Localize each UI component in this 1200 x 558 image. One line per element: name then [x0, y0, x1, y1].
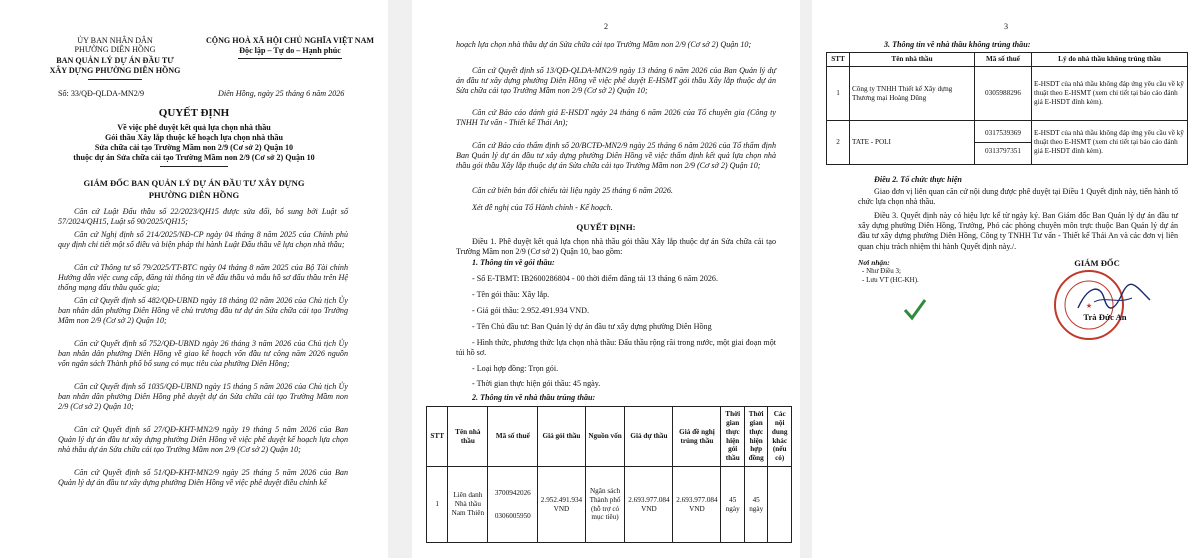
org-line-3: BAN QUẢN LÝ DỰ ÁN ĐẦU TƯ [56, 56, 174, 65]
legal-basis: hoạch lựa chọn nhà thầu dự án Sửa chữa cải tạo Trường Mầm non 2/9 (Cơ sở 2) Quận 10; [456, 40, 752, 49]
page-number: 3 [1003, 22, 1009, 31]
article-1: Điều 1. Phê duyệt kết quả lựa chọn nhà thầu gói thầu Xây lắp thuộc dự án Sửa chữa cải tạo Trường Mầm non 2/9 (Cơ sở 2) Quận 10, bao gồm: [456, 237, 776, 257]
cell-tax: 0305988296 [975, 67, 1032, 121]
signer-name: Trà Đức An [1083, 312, 1127, 322]
legal-basis: Căn cứ biên bản đối chiếu tài liệu ngày 25 tháng 6 năm 2026. [472, 186, 673, 195]
doc-number: Số: 33/QĐ-QLDA-MN2/9 [58, 89, 145, 98]
th-name: Tên nhà thầu [850, 53, 975, 67]
section-1-title: 1. Thông tin về gói thầu: [472, 258, 555, 267]
info-line: - Tên Chủ đầu tư: Ban Quản lý dự án đầu tư xây dựng phường Diên Hồng [472, 322, 712, 331]
nation-line-2: Độc lập – Tự do – Hạnh phúc [239, 46, 341, 55]
authority-line-1: GIÁM ĐỐC BAN QUẢN LÝ DỰ ÁN ĐẦU TƯ XÂY DỰNG [83, 178, 305, 188]
doc-subtitle: thuộc dự án Sửa chữa cải tạo Trường Mầm non 2/9 (Cơ sở 2) Quận 10 [73, 153, 315, 162]
doc-title: QUYẾT ĐỊNH [158, 107, 230, 119]
cell-reason: E-HSDT của nhà thầu không đáp ứng yêu cầu về kỹ thuật theo E-HSMT (xem chi tiết tại báo cáo đánh giá E-HSDT đính kèm). [1032, 121, 1188, 165]
winner-table [426, 406, 792, 543]
decision-heading: QUYẾT ĐỊNH: [576, 222, 636, 232]
loser-table [826, 52, 1188, 165]
info-line: - Tên gói thầu: Xây lắp. [472, 290, 550, 299]
recipient: - Lưu VT (HC-KH). [862, 276, 919, 284]
legal-basis: Căn cứ Thông tư số 79/2025/TT-BTC ngày 04 tháng 8 năm 2025 của Bộ Tài chính Hướng dẫn việc cung cấp, đăng tải thông tin về đấu thầu và mẫu hồ sơ đấu thầu trên Hệ thống mạng đấu thầu quốc gia; [58, 263, 348, 293]
cell-stt: 1 [427, 467, 448, 543]
legal-basis: Căn cứ Luật Đấu thầu số 22/2023/QH15 được sửa đổi, bổ sung bởi Luật số 57/2024/QH15, Luật số 90/2025/QH15; [58, 207, 348, 227]
legal-basis: Căn cứ Báo cáo đánh giá E-HSDT ngày 24 tháng 6 năm 2026 của Tổ chuyên gia (Công ty TNHH Tư vấn - Thiết kế Thái An); [456, 108, 776, 128]
page-number: 2 [603, 22, 609, 31]
section-2-title: 2. Thông tin về nhà thầu trúng thầu: [472, 393, 596, 402]
signer-title: GIÁM ĐỐC [1074, 258, 1120, 268]
cell-stt: 1 [827, 67, 850, 121]
th-package-price: Giá gói thầu [538, 407, 585, 467]
th-time-package: Thời gian thực hiện gói thầu [721, 407, 744, 467]
th-stt: STT [827, 53, 850, 67]
org-line-2: PHƯỜNG DIÊN HỒNG [74, 45, 156, 54]
cell-tax [488, 467, 538, 543]
th-tax: Mã số thuế [488, 407, 538, 467]
th-name: Tên nhà thầu [448, 407, 488, 467]
tax-code: 3700942026 [494, 488, 531, 497]
info-line: - Thời gian thực hiện gói thầu: 45 ngày. [472, 379, 601, 388]
page-gap [388, 0, 412, 558]
th-reason: Lý do nhà thầu không trúng thầu [1032, 53, 1188, 67]
cell-time-package: 45 ngày [721, 467, 744, 543]
cell-source: Ngân sách Thành phố (hỗ trợ có mục tiêu) [585, 467, 625, 543]
legal-basis: Căn cứ Quyết định số 752/QĐ-UBND ngày 26 tháng 3 năm 2026 của Chủ tịch Ủy ban nhân dân phường Diên Hồng về giao kế hoạch vốn đầu tư công năm 2026 nguồn vốn ngân sách Thành phố bổ sung có mục tiêu của phường Diên Hồng; [58, 339, 348, 369]
legal-basis: Căn cứ Nghị định số 214/2025/NĐ-CP ngày 04 tháng 8 năm 2025 của Chính phủ quy định chi tiết một số điều và biện pháp thi hành Luật Đấu thầu về lựa chọn nhà thầu; [58, 230, 348, 250]
cell-tax [975, 121, 1032, 165]
legal-basis: Xét đề nghị của Tổ Hành chính - Kế hoạch. [472, 203, 613, 212]
page-gap [800, 0, 812, 558]
legal-basis: Căn cứ Quyết định số 27/QĐ-KHT-MN2/9 ngày 19 tháng 5 năm 2026 của Ban Quản lý dự án đầu tư xây dựng phường Diên Hồng về việc phê duyệt kế hoạch lựa chọn nhà thầu dự án Sửa chữa cải tạo Trường Mầm non 2/9 (Cơ sở 2) Quận 10; [58, 425, 348, 455]
legal-basis: Căn cứ Quyết định số 1035/QĐ-UBND ngày 15 tháng 5 năm 2026 của Chủ tịch Ủy ban nhân dân phường Diên Hồng phê duyệt dự án Sửa chữa cải tạo Trường Mầm non 2/9 (Cơ sở 2) Quận 10; [58, 382, 348, 412]
cell-name: Công ty TNHH Thiết kế Xây dựng Thương mại Hoàng Dũng [850, 67, 975, 121]
doc-subtitle: Sửa chữa cải tạo Trường Mầm non 2/9 (Cơ sở 2) Quận 10 [94, 143, 294, 152]
article-3-text: Điều 3. Quyết định này có hiệu lực kể từ ngày ký. Ban Giám đốc Ban Quản lý dự án đầu tư xây dựng phường Diên Hồng, Trưởng, Phó các phòng chuyên môn trực thuộc Ban Quản lý dự án đầu tư xây dựng phường Diên Hồng, Công ty TNHH Tư vấn - Thiết kế Thái An và các đơn vị liên quan chịu trách nhiệm thi hành Quyết định này./. [858, 211, 1178, 251]
info-line: - Giá gói thầu: 2.952.491.934 VND. [472, 306, 589, 315]
legal-basis: Căn cứ Báo cáo thẩm định số 20/BCTĐ-MN2/9 ngày 25 tháng 6 năm 2026 của Tổ thẩm định Ban Quản lý dự án đầu tư xây dựng phường Diên Hồng về việc thẩm định kết quả lựa chọn nhà thầu gói thầu Xây lắp thuộc dự án Sửa chữa cải tạo Trường Mầm non 2/9 (Cơ sở 2) Quận 10; [456, 141, 776, 171]
th-award-price: Giá đề nghị trúng thầu [673, 407, 721, 467]
recipients-title: Nơi nhận: [858, 258, 890, 267]
cell-stt: 2 [827, 121, 850, 165]
svg-text:★: ★ [1085, 303, 1093, 310]
page-2 [412, 0, 800, 558]
legal-basis: Căn cứ Quyết định số 482/QĐ-UBND ngày 18 tháng 02 năm 2026 của Chủ tịch Ủy ban nhân dân phường Diên Hồng về chủ trương đầu tư dự án Sửa chữa cải tạo Trường Mầm non 2/9 (Cơ sở 2) Quận 10; [58, 296, 348, 326]
doc-subtitle: Gói thầu Xây lắp thuộc kế hoạch lựa chọn nhà thầu [104, 133, 283, 142]
th-stt: STT [427, 407, 448, 467]
cell-reason: E-HSDT của nhà thầu không đáp ứng yêu cầu về kỹ thuật theo E-HSMT (xem chi tiết tại báo cáo đánh giá E-HSDT đính kèm). [1032, 67, 1188, 121]
table-row [827, 121, 1188, 165]
cell-bid-price: 2.693.977.084 VND [625, 467, 673, 543]
article-2-title: Điều 2. Tổ chức thực hiện [874, 175, 962, 184]
org-line-4: XÂY DỰNG PHƯỜNG DIÊN HỒNG [49, 66, 181, 75]
cell-package-price: 2.952.491.934 VND [538, 467, 585, 543]
org-line-1: ỦY BAN NHÂN DÂN [77, 36, 153, 45]
page-3 [812, 0, 1200, 558]
section-3-title: 3. Thông tin về nhà thầu không trúng thầu: [884, 40, 1031, 49]
cell-other [768, 467, 792, 543]
info-line: - Loại hợp đồng: Trọn gói. [472, 364, 559, 373]
tax-code: 0313797351 [985, 147, 1021, 155]
cell-name: Liên danh Nhà thầu Nam Thiên [448, 467, 488, 543]
tax-code: 0317539369 [975, 125, 1031, 143]
authority-line-2: PHƯỜNG DIÊN HỒNG [148, 190, 240, 200]
article-2-text: Giao đơn vị liên quan căn cứ nội dung được phê duyệt tại Điều 1 Quyết định này, tiến hành tổ chức lựa chọn nhà thầu. [858, 187, 1178, 207]
cell-time-contract: 45 ngày [744, 467, 767, 543]
legal-basis: Căn cứ Quyết định số 13/QĐ-QLDA-MN2/9 ngày 13 tháng 6 năm 2026 của Ban Quản lý dự án đầu tư xây dựng phường Diên Hồng về việc phê duyệt E-HSMT gói thầu Xây lắp thuộc dự án Sửa chữa cải tạo Trường Mầm non 2/9 (Cơ sở 2) Quận 10; [456, 66, 776, 96]
table-row [427, 467, 792, 543]
place-date: Diên Hồng, ngày 25 tháng 6 năm 2026 [218, 89, 345, 98]
divider [88, 79, 142, 80]
page-1 [0, 0, 388, 558]
legal-basis: Căn cứ Quyết định số 51/QĐ-KHT-MN2/9 ngày 25 tháng 5 năm 2026 của Ban Quản lý dự án đầu tư xây dựng phường Diên Hồng về việc phê duyệt điều chỉnh kế [58, 468, 348, 488]
th-time-contract: Thời gian thực hiện hợp đồng [744, 407, 767, 467]
recipient: - Như Điều 3; [862, 267, 901, 275]
info-line: - Số E-TBMT: IB2600286804 - 00 thời điểm đăng tải 13 tháng 6 năm 2026. [472, 274, 718, 283]
doc-subtitle: Về việc phê duyệt kết quả lựa chọn nhà thầu [117, 123, 271, 132]
cell-name: TATE - POLI [850, 121, 975, 165]
th-bid-price: Giá dự thầu [625, 407, 673, 467]
info-line: - Hình thức, phương thức lựa chọn nhà thầu: Đấu thầu rộng rãi trong nước, một giai đoạn một túi hồ sơ. [456, 338, 776, 358]
divider [160, 166, 228, 167]
nation-line-1: CỘNG HOÀ XÃ HỘI CHỦ NGHĨA VIỆT NAM [205, 36, 375, 45]
th-tax: Mã số thuế [975, 53, 1032, 67]
th-source: Nguồn vốn [585, 407, 625, 467]
tax-code: 0306005950 [494, 511, 531, 520]
digital-signature-check-icon [902, 296, 928, 322]
th-other: Các nội dung khác (nếu có) [768, 407, 792, 467]
table-row [827, 67, 1188, 121]
divider [238, 58, 342, 59]
cell-award-price: 2.693.977.084 VND [673, 467, 721, 543]
